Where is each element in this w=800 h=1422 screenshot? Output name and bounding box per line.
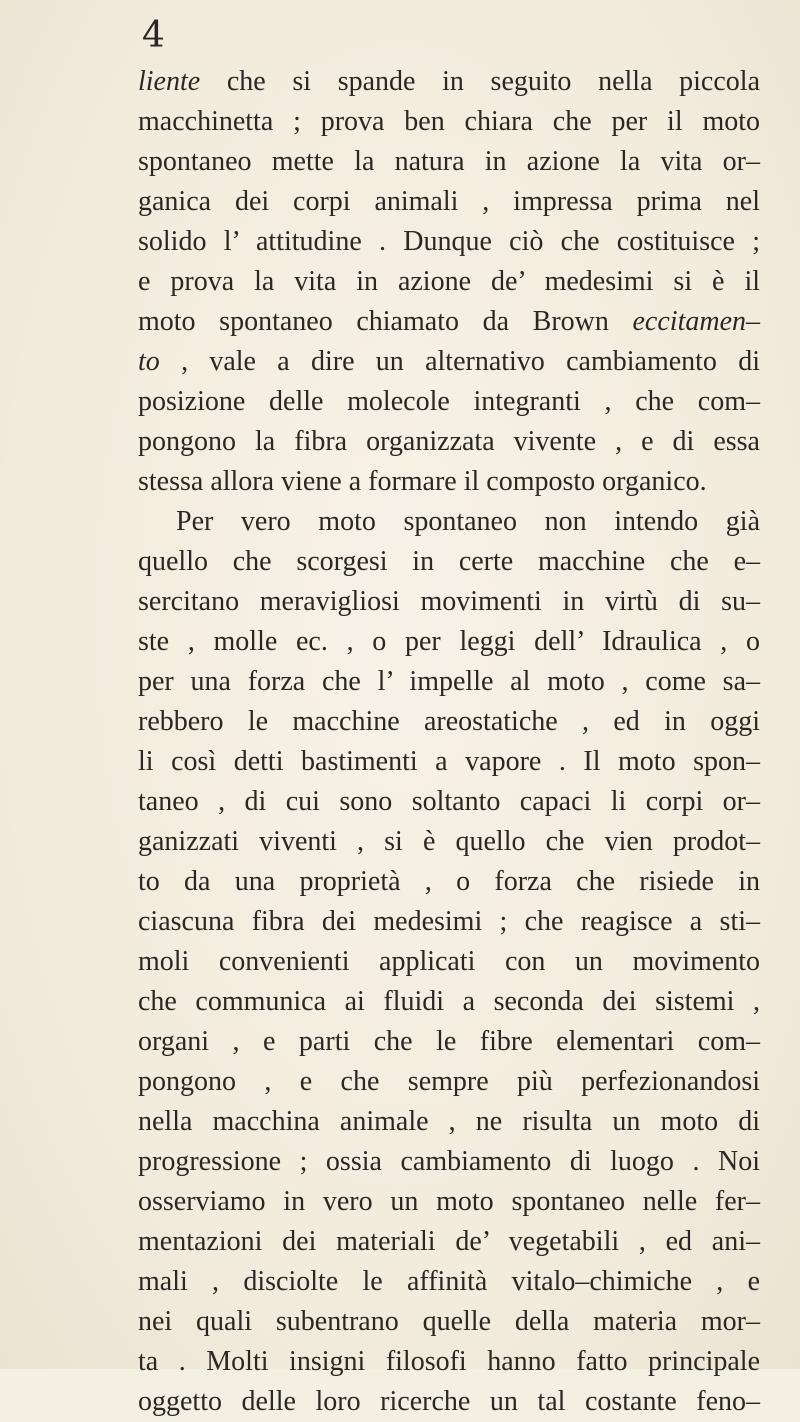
- text-run: moto spontaneo chiamato da Brown: [138, 306, 633, 337]
- text-line: [138, 182, 760, 222]
- text-run: che si spande in seguito nella piccola: [200, 66, 760, 97]
- text-run: nei quali subentrano quelle della materia mor–: [138, 1306, 760, 1337]
- text-run: pongono , e che sempre più perfezionandosi: [138, 1066, 760, 1097]
- text-line: [138, 1222, 760, 1262]
- text-line: [138, 902, 760, 942]
- text-run: , vale a dire un alternativo cambiamento di: [159, 346, 760, 377]
- text-line: [138, 622, 760, 662]
- italic-text: eccitamen–: [632, 306, 760, 337]
- text-run: nella macchina animale , ne risulta un moto di: [138, 1106, 760, 1137]
- text-run: posizione delle molecole integranti , che com–: [138, 386, 760, 417]
- text-line: [138, 782, 760, 822]
- text-line: [138, 422, 760, 462]
- italic-text: to: [138, 346, 160, 377]
- text-run: e prova la vita in azione de’ medesimi si è il: [138, 266, 760, 297]
- text-run: pongono la fibra organizzata vivente , e di essa: [138, 426, 760, 457]
- text-run: ste , molle ec. , o per leggi dell’ Idraulica , o: [138, 626, 760, 657]
- text-line: [138, 1342, 760, 1382]
- text-run: osserviamo in vero un moto spontaneo nelle fer–: [138, 1186, 760, 1217]
- text-line: [138, 1262, 760, 1302]
- text-line: [138, 222, 760, 262]
- text-run: to da una proprietà , o forza che risiede in: [138, 866, 760, 897]
- text-line: [138, 702, 760, 742]
- text-run: stessa allora viene a formare il composto organico.: [138, 466, 707, 497]
- text-line: [138, 862, 760, 902]
- text-line: [138, 1302, 760, 1342]
- text-line: [138, 1142, 760, 1182]
- text-run: solido l’ attitudine . Dunque ciò che costituisce ;: [138, 226, 760, 257]
- text-run: ganizzati viventi , si è quello che vien prodot–: [138, 826, 760, 857]
- text-run: quello che scorgesi in certe macchine che e–: [138, 546, 760, 577]
- text-line: [138, 1182, 760, 1222]
- text-run: per una forza che l’ impelle al moto , come sa–: [138, 666, 760, 697]
- text-line: [138, 462, 760, 502]
- text-line: [138, 742, 760, 782]
- text-line: [138, 382, 760, 422]
- text-run: organi , e parti che le fibre elementari com–: [138, 1026, 760, 1057]
- text-run: spontaneo mette la natura in azione la vita or–: [138, 146, 760, 177]
- text-line: [138, 342, 760, 382]
- text-line: [138, 1062, 760, 1102]
- text-run: rebbero le macchine areostatiche , ed in oggi: [138, 706, 760, 737]
- text-line: [138, 582, 760, 622]
- text-run: oggetto delle loro ricerche un tal costante feno–: [138, 1386, 760, 1417]
- page-number: 4: [142, 15, 165, 56]
- text-run: moli convenienti applicati con un movimento: [138, 946, 760, 977]
- text-line: [138, 822, 760, 862]
- text-run: ta . Molti insigni filosofi hanno fatto principale: [138, 1346, 760, 1377]
- text-run: Per vero moto spontaneo non intendo già: [176, 506, 760, 537]
- text-line: [138, 62, 760, 102]
- text-run: che communica ai fluidi a seconda dei sistemi ,: [138, 986, 760, 1017]
- text-run: progressione ; ossia cambiamento di luogo . Noi: [138, 1146, 760, 1177]
- text-run: macchinetta ; prova ben chiara che per il moto: [138, 106, 760, 137]
- text-run: mentazioni dei materiali de’ vegetabili , ed ani–: [138, 1226, 760, 1257]
- body-text: [138, 62, 760, 1422]
- text-line: [138, 302, 760, 342]
- text-line: [138, 942, 760, 982]
- text-run: li così detti bastimenti a vapore . Il moto spon–: [138, 746, 760, 777]
- text-line: [138, 982, 760, 1022]
- text-line: [138, 1022, 760, 1062]
- text-line: [138, 262, 760, 302]
- text-run: sercitano meravigliosi movimenti in virtù di su–: [138, 586, 760, 617]
- text-line: [138, 1382, 760, 1422]
- text-line: [138, 662, 760, 702]
- text-line: [138, 502, 760, 542]
- text-run: ciascuna fibra dei medesimi ; che reagisce a sti–: [138, 906, 760, 937]
- text-line: [138, 142, 760, 182]
- text-run: taneo , di cui sono soltanto capaci li corpi or–: [138, 786, 760, 817]
- text-run: mali , disciolte le affinità vitalo–chimiche , e: [138, 1266, 760, 1297]
- text-line: [138, 102, 760, 142]
- text-line: [138, 1102, 760, 1142]
- text-run: ganica dei corpi animali , impressa prima nel: [138, 186, 760, 217]
- italic-text: liente: [138, 66, 201, 97]
- text-line: [138, 542, 760, 582]
